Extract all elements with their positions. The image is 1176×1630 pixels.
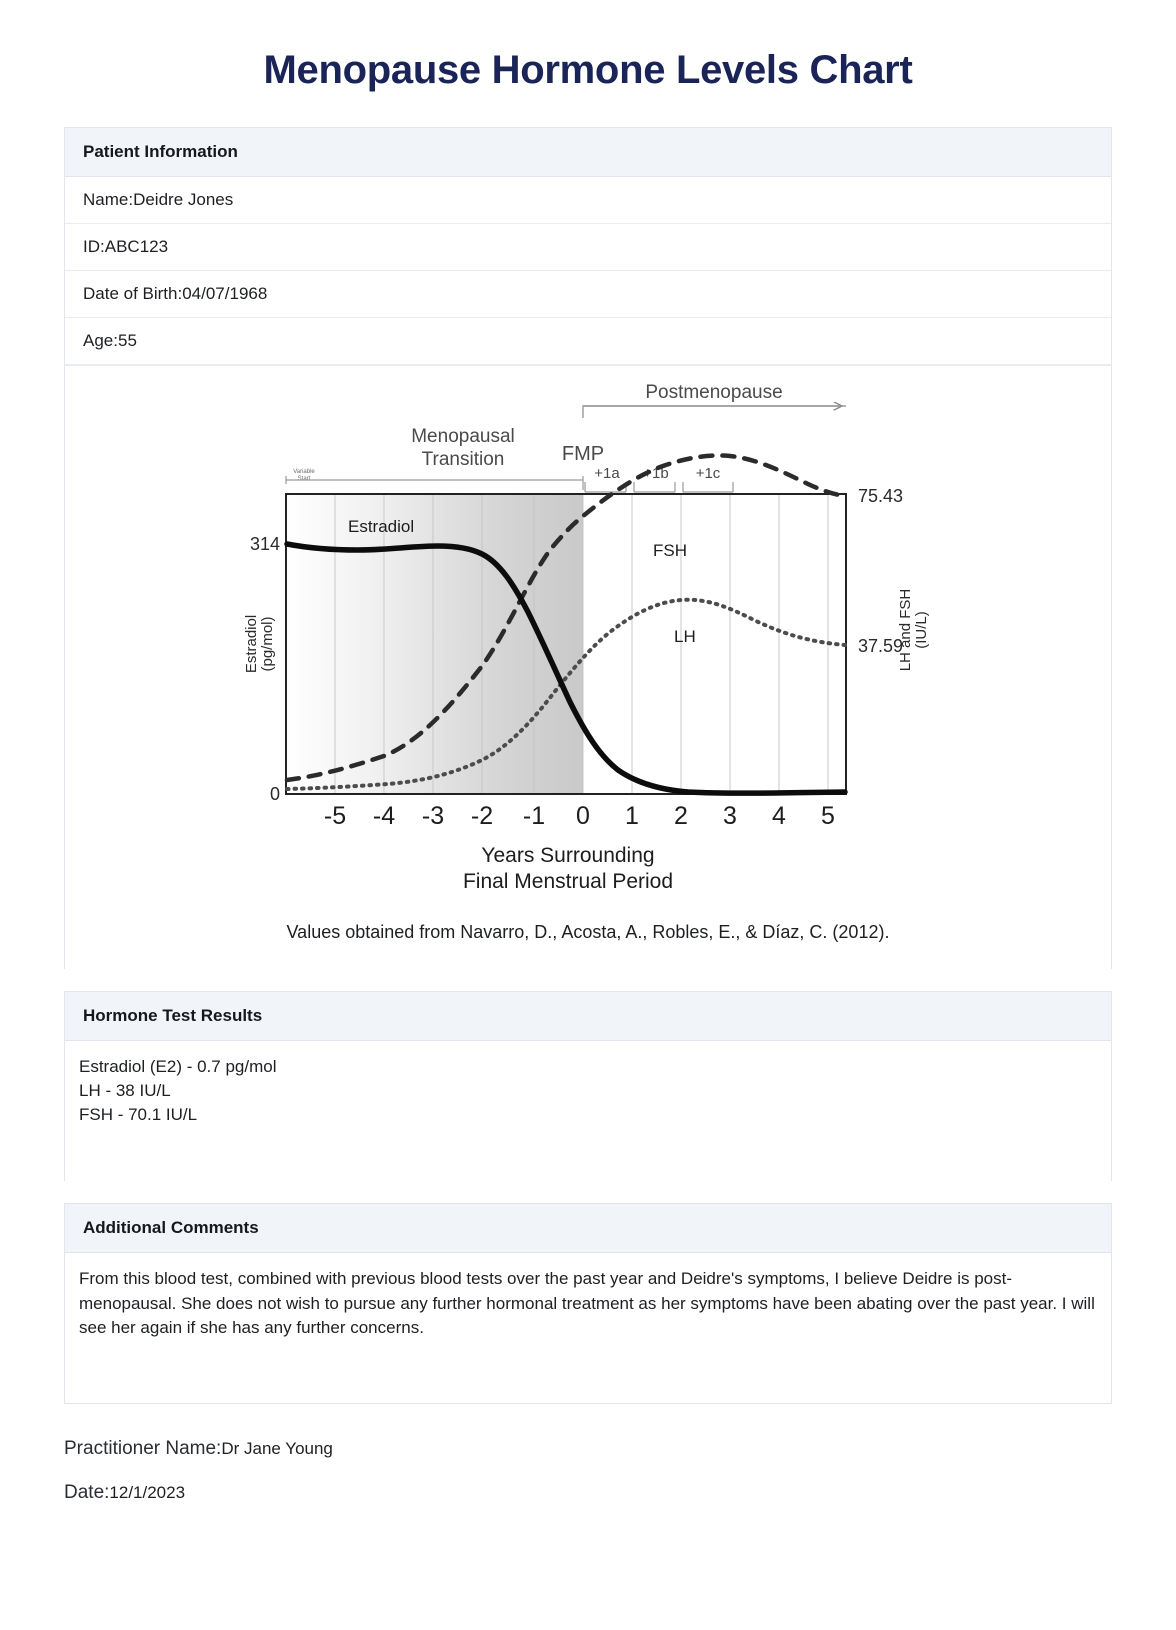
x-tick-4: -1 (522, 802, 546, 830)
x-axis-title-line1: Years Surrounding (481, 844, 655, 867)
hormone-chart-container (65, 380, 1111, 910)
date-row (64, 1482, 1112, 1526)
x-tick-5: 0 (576, 802, 590, 830)
menopausal-transition-shading (287, 495, 583, 793)
postmenopause-bracket (583, 406, 846, 418)
section-gap-1 (0, 969, 1176, 991)
patient-dob-row (65, 271, 1111, 318)
stage-1b-label: +1b (643, 465, 669, 482)
menopausal-transition-label-line2: Transition (421, 449, 505, 470)
x-tick-8: 3 (723, 802, 737, 830)
x-tick-2: -3 (421, 802, 445, 830)
x-tick-10: 5 (821, 802, 835, 830)
patient-information-heading: Patient Information (65, 128, 1111, 177)
stage-1a-label: +1a (594, 465, 620, 482)
result-line-estradiol: Estradiol (E2) - 0.7 pg/mol (79, 1057, 277, 1076)
date-label: Date: (64, 1482, 110, 1503)
additional-comments-card (64, 1203, 1112, 1404)
patient-name-label: Name: (83, 190, 134, 209)
x-tick-7: 2 (674, 802, 688, 830)
left-axis-title-line1: Estradiol (243, 614, 260, 674)
right-axis-title-line1: LH and FSH (897, 588, 914, 672)
section-gap-2 (0, 1181, 1176, 1203)
practitioner-name-value: Dr Jane Young (221, 1439, 333, 1458)
additional-comments-heading: Additional Comments (65, 1204, 1111, 1253)
left-axis-title-line2: (pg/mol) (259, 616, 276, 672)
result-line-lh: LH - 38 IU/L (79, 1081, 171, 1101)
page-title: Menopause Hormone Levels Chart (263, 48, 913, 92)
x-axis-title-line2: Final Menstrual Period (462, 870, 674, 893)
patient-age-value: 55 (117, 331, 137, 350)
patient-age-label: Age: (83, 331, 118, 350)
fsh-series-label: FSH (653, 541, 687, 560)
practitioner-name-row (64, 1438, 1112, 1482)
variable-start-label-line1: Variable (293, 469, 315, 475)
left-axis-tick-top: 314 (249, 534, 280, 554)
patient-id-row (65, 224, 1111, 271)
variable-start-label-line2: Start (297, 476, 311, 482)
patient-name-row (65, 177, 1111, 224)
patient-id-value: ABC123 (104, 237, 169, 256)
transition-span-line (286, 476, 583, 490)
hormone-test-results-body[interactable] (65, 1041, 1111, 1181)
right-axis-tick-top: 75.43 (858, 486, 904, 506)
additional-comments-body[interactable]: From this blood test, combined with previous blood tests over the past year and Deidre's symptoms, I believe Deidre is post-menopausal. She does not wish to pursue any further hormonal treatment as her symptoms have been abating over the past year. I will see her again if she has any further concerns. (65, 1253, 1111, 1403)
postmenopause-label: Postmenopause (645, 382, 783, 403)
hormone-test-results-heading: Hormone Test Results (65, 992, 1111, 1041)
x-tick-1: -4 (372, 802, 396, 830)
left-axis-tick-bottom: 0 (269, 784, 280, 804)
patient-id-label: ID: (83, 237, 105, 256)
hormone-chart-block (65, 365, 1111, 969)
x-tick-6: 1 (625, 802, 639, 830)
patient-dob-value: 04/07/1968 (182, 284, 268, 303)
patient-information-card (64, 127, 1112, 969)
patient-dob-label: Date of Birth: (83, 284, 183, 303)
x-tick-9: 4 (772, 802, 786, 830)
lh-series-label: LH (674, 627, 696, 646)
x-tick-0: -5 (323, 802, 347, 830)
menopausal-transition-label-line1: Menopausal (411, 426, 515, 447)
result-line-fsh: FSH - 70.1 IU/L (79, 1105, 198, 1125)
right-axis-title-line2: (IU/L) (913, 611, 930, 649)
right-axis-tick-bottom: 37.59 (858, 636, 904, 656)
estradiol-series-label: Estradiol (348, 517, 415, 536)
postmenopause-stage-brackets (585, 482, 733, 492)
practitioner-name-label: Practitioner Name: (64, 1438, 222, 1459)
patient-name-value: Deidre Jones (133, 190, 234, 209)
chart-citation: Values obtained from Navarro, D., Acosta, A., Robles, E., & Díaz, C. (2012). (286, 922, 890, 942)
hormone-test-results-card (64, 991, 1112, 1181)
x-tick-3: -2 (470, 802, 494, 830)
date-value: 12/1/2023 (109, 1483, 186, 1502)
menopause-hormone-chart (238, 380, 938, 910)
document-footer (64, 1404, 1112, 1526)
fmp-label: FMP (561, 443, 605, 465)
stage-1c-label: +1c (695, 465, 721, 482)
patient-age-row (65, 318, 1111, 365)
